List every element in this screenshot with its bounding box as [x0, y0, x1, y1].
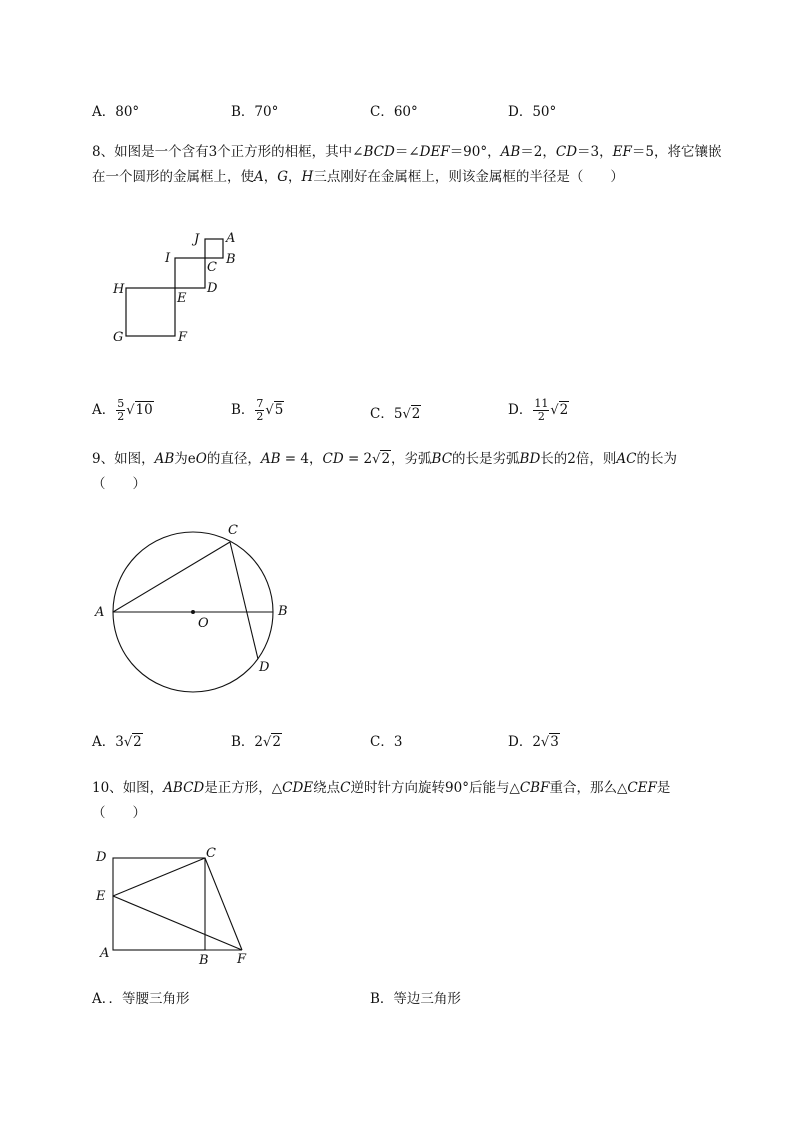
radicand: 2: [559, 402, 569, 418]
option-letter: D．: [508, 734, 533, 750]
coefficient: 3: [115, 734, 124, 750]
medium-square: [175, 258, 205, 288]
radicand: 2: [381, 451, 391, 467]
stem-text: 的长是劣弧: [452, 451, 520, 467]
denominator: 2: [117, 410, 125, 423]
stem-text: 如图是一个含有3个正方形的相框，其中∠: [114, 144, 364, 160]
q10-option-a: [92, 987, 190, 1007]
stem-text: 是正方形，△: [204, 780, 283, 796]
question-number: 10、: [92, 780, 123, 796]
q9-stem-line1: [92, 447, 677, 472]
option-letter: C．: [370, 406, 394, 422]
option-letter: B．: [231, 734, 255, 750]
option-letter: B．: [231, 402, 255, 418]
option-value: 50°: [532, 104, 557, 120]
q8-stem-line1: [92, 140, 721, 165]
q10-stem-line2: [92, 801, 146, 826]
label-a: A: [100, 946, 110, 961]
label-a: A: [95, 605, 105, 620]
q8-option-c: [370, 402, 421, 422]
option-value: 等边三角形: [393, 991, 461, 1007]
square-name: ABCD: [163, 780, 205, 796]
q7-option-a: [92, 100, 139, 120]
label-f: F: [237, 952, 247, 967]
label-h: H: [113, 282, 125, 297]
stem-text: 逆时针方向旋转90°后能与△: [350, 780, 520, 796]
sqrt-sign: √: [372, 452, 381, 467]
option-letter: A．: [92, 402, 116, 418]
square-abcd: [113, 858, 205, 950]
arc-name: BD: [519, 451, 541, 467]
q8-squares-figure: [105, 225, 255, 350]
coefficient: 5: [393, 406, 403, 422]
radicand: 5: [274, 402, 284, 418]
label-a: A: [226, 231, 236, 246]
angle-name: BCD: [363, 144, 395, 160]
label-i: I: [165, 251, 171, 266]
point-name: C: [340, 780, 351, 796]
circle-symbol: e: [187, 451, 196, 467]
radicand: 2: [272, 734, 281, 750]
stem-text: 重合，那么△: [549, 780, 628, 796]
q8-stem-line2: [92, 165, 624, 190]
option-letter: D．: [508, 402, 533, 418]
label-d: D: [96, 850, 107, 865]
denominator: 2: [256, 410, 264, 423]
fraction: [116, 398, 125, 423]
coefficient: 2: [254, 734, 264, 750]
coefficient: 2: [532, 734, 541, 750]
option-value: ．等腰三角形: [108, 991, 190, 1007]
option-value: 60°: [393, 104, 418, 120]
fraction: [533, 398, 549, 423]
stem-text: ＝∠: [394, 144, 420, 160]
segment-ec: [113, 858, 205, 896]
q7-option-d: [508, 100, 556, 120]
stem-text: = 4，: [280, 451, 323, 467]
option-value: 80°: [115, 104, 140, 120]
stem-text: 绕点: [313, 780, 341, 796]
point-name: G: [277, 169, 289, 185]
numerator: 7: [256, 397, 264, 410]
denominator: 2: [537, 410, 545, 423]
option-value: 3: [393, 734, 403, 750]
label-e: E: [96, 889, 106, 904]
stem-text: ，劣弧: [391, 451, 432, 467]
stem-text: 如图，: [114, 451, 155, 467]
chord-ac: [113, 542, 230, 612]
segment-name: AB: [500, 144, 521, 160]
q8-option-d: [508, 398, 569, 423]
q10-stem-line1: [92, 776, 670, 801]
q9-option-c: [370, 730, 402, 750]
label-b: B: [226, 252, 236, 267]
radicand: 3: [550, 734, 559, 750]
stem-text: 的直径，: [206, 451, 261, 467]
q7-option-b: [231, 100, 278, 120]
answer-blank: （ ）: [92, 476, 146, 492]
option-letter: D．: [508, 104, 533, 120]
angle-name: DEF: [419, 144, 450, 160]
option-value: 70°: [254, 104, 279, 120]
option-letter: B．: [231, 104, 255, 120]
numerator: 11: [534, 397, 549, 410]
segment-name: AB: [154, 451, 175, 467]
label-d: D: [207, 281, 218, 296]
stem-text: 的长为: [636, 451, 677, 467]
q9-option-d: [508, 730, 560, 750]
segment-name: AB: [260, 451, 281, 467]
triangle-name: CDE: [282, 780, 314, 796]
option-letter: C．: [370, 104, 394, 120]
question-number: 8、: [92, 144, 115, 160]
segment-cf: [205, 858, 242, 950]
q9-option-a: [92, 730, 143, 750]
stem-text: = 2: [343, 451, 373, 467]
segment-ef: [113, 896, 242, 950]
label-g: G: [113, 330, 124, 345]
arc-name: BC: [431, 451, 453, 467]
label-e: E: [177, 291, 187, 306]
sqrt-sign: √: [540, 735, 550, 750]
option-letter: A．: [92, 104, 116, 120]
q10-option-b: [370, 987, 461, 1007]
stem-text: ＝90°，: [449, 144, 501, 160]
label-c: C: [228, 523, 238, 538]
sqrt-sign: √: [123, 735, 133, 750]
label-b: B: [199, 953, 209, 968]
triangle-name: CBF: [519, 780, 550, 796]
q9-option-b: [231, 730, 282, 750]
q10-square-figure: [92, 843, 262, 968]
label-c: C: [207, 260, 217, 275]
option-letter: C．: [370, 734, 394, 750]
label-d: D: [259, 660, 270, 675]
sqrt-sign: √: [263, 735, 272, 750]
stem-text: 在一个圆形的金属框上，使: [92, 169, 254, 185]
stem-text: ＝3，: [577, 144, 613, 160]
fraction: [255, 398, 264, 423]
numerator: 5: [117, 397, 125, 410]
q8-option-a: [92, 398, 154, 423]
sqrt-sign: √: [265, 403, 274, 418]
q9-stem-line2: [92, 472, 146, 497]
label-j: J: [194, 232, 200, 247]
stem-text: 是: [656, 780, 671, 796]
sqrt-sign: √: [402, 407, 411, 422]
q9-circle-figure: [90, 518, 300, 696]
label-b: B: [278, 604, 288, 619]
stem-text: ＝2，: [520, 144, 556, 160]
small-square: [205, 239, 223, 258]
q8-option-b: [231, 398, 284, 423]
point-name: O: [195, 451, 207, 467]
sqrt-sign: √: [126, 403, 135, 418]
option-letter: B．: [370, 991, 394, 1007]
answer-blank: （ ）: [92, 805, 146, 821]
stem-text: 如图，: [122, 780, 164, 796]
center-point: [191, 610, 195, 614]
option-letter: A．: [92, 991, 109, 1007]
segment-name: EF: [612, 144, 632, 160]
radicand: 10: [135, 402, 153, 418]
stem-text: ＝5，将它镶嵌: [631, 144, 722, 160]
triangle-name: CEF: [627, 780, 657, 796]
point-name: H: [301, 169, 314, 185]
label-c: C: [206, 846, 216, 861]
stem-text: 长的2倍，则: [540, 451, 617, 467]
large-square: [126, 288, 175, 336]
segment-name: CD: [322, 451, 344, 467]
option-letter: A．: [92, 734, 116, 750]
stem-text: 为: [174, 451, 188, 467]
stem-text: 三点刚好在金属框上，则该金属框的半径是（ ）: [313, 169, 624, 185]
radicand: 2: [133, 734, 142, 750]
radicand: 2: [411, 406, 421, 422]
question-number: 9、: [92, 451, 115, 467]
segment-name: AC: [616, 451, 637, 467]
stem-text: ，: [288, 169, 302, 185]
stem-text: ，: [263, 169, 278, 185]
segment-name: CD: [555, 144, 578, 160]
sqrt-sign: √: [550, 403, 559, 418]
label-o: O: [198, 616, 209, 631]
point-name: A: [254, 169, 264, 185]
label-f: F: [178, 330, 188, 345]
q7-option-c: [370, 100, 418, 120]
